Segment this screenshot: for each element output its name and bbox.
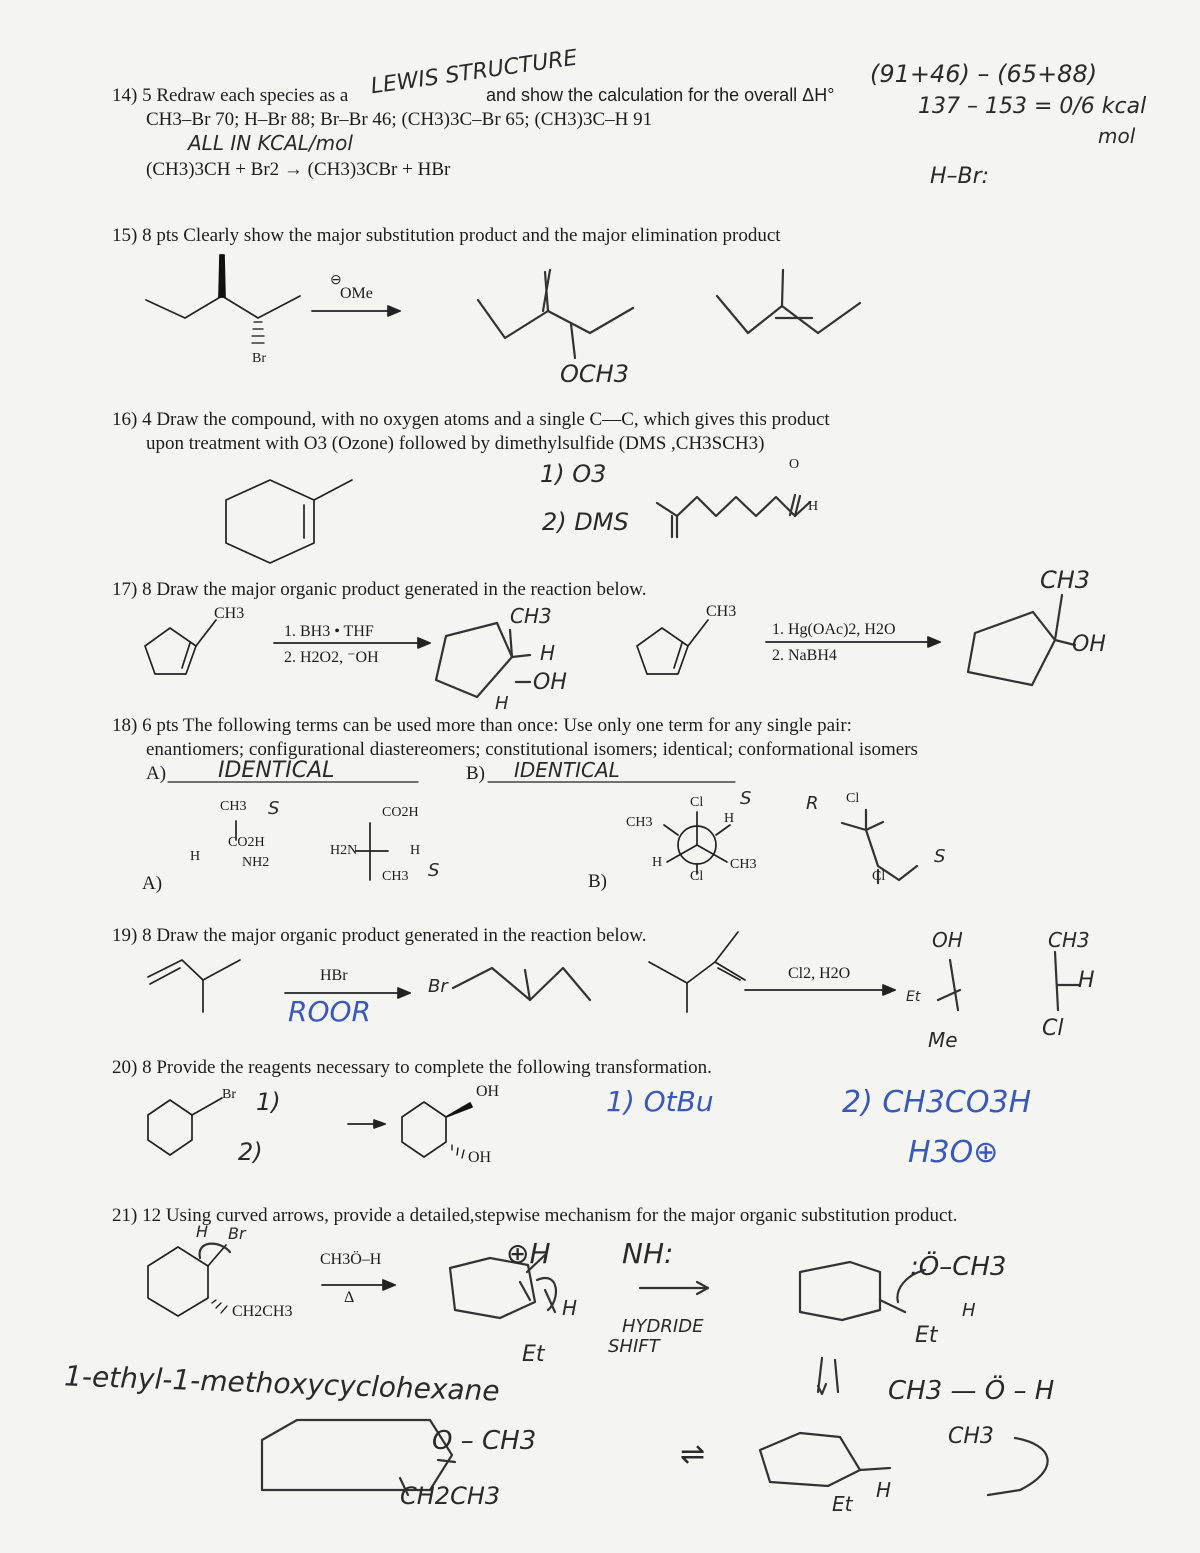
q17-handwritten-ch3-b: CH3 bbox=[1040, 566, 1091, 594]
q21-handwritten-et2: Et bbox=[915, 1323, 938, 1348]
q14-prompt bbox=[112, 86, 348, 105]
q18-fa-nh2: NH2 bbox=[242, 855, 270, 870]
q20-oh-top: OH bbox=[476, 1083, 500, 1100]
q17-rxn2-step2: 2. NaBH4 bbox=[772, 647, 837, 664]
q18-fig-a: A) bbox=[142, 873, 163, 894]
q18-hw-s3: S bbox=[740, 788, 752, 809]
q18-fb-h: H bbox=[410, 843, 421, 858]
q17-methyl-2: CH3 bbox=[706, 603, 737, 620]
q19-handwritten-et: Et bbox=[906, 989, 921, 1005]
q16-prompt-line2: upon treatment with O3 (Ozone) followed by dimethylsulfide (DMS ,CH3SCH3) bbox=[146, 433, 765, 454]
q21-handwritten-och3b: O – CH3 bbox=[432, 1426, 537, 1456]
q17-handwritten-h2: H bbox=[495, 693, 509, 714]
q16-carbonyl-o: O bbox=[789, 457, 800, 472]
q21-handwritten-equilibrium: ⇌ bbox=[680, 1437, 706, 1472]
q14-handwritten-mol: mol bbox=[1098, 124, 1136, 148]
q17-handwritten-ch3: CH3 bbox=[510, 604, 552, 628]
q21-handwritten-nh: NH: bbox=[622, 1237, 674, 1270]
q18-hw-s2: S bbox=[428, 860, 440, 881]
q14-prompt-suffix: and show the calculation for the overall ΔH° bbox=[486, 85, 835, 105]
q16-handwritten-step2: 2) DMS bbox=[542, 508, 629, 536]
q21-handwritten-ch3b: CH3 bbox=[948, 1424, 994, 1449]
q17-handwritten-oh-b: OH bbox=[1072, 632, 1106, 657]
q18-fb-h2n: H2N bbox=[330, 843, 358, 858]
q15-prompt: 15) 8 pts Clearly show the major substitution product and the major elimination product bbox=[112, 225, 781, 246]
q18-nm-cl-bottom: Cl bbox=[690, 869, 704, 884]
q19-prompt: 19) 8 Draw the major organic product generated in the reaction below. bbox=[112, 925, 647, 946]
q19-handwritten-roor: ROOR bbox=[288, 995, 371, 1028]
q18-hw-s4: S bbox=[934, 846, 946, 867]
q18-hw-s1: S bbox=[268, 798, 280, 819]
q18-label-a: A) bbox=[146, 763, 167, 784]
q18-prompt-line2: enantiomers; configurational diastereomers; constitutional isomers; identical; conformational isomers bbox=[146, 739, 918, 760]
q21-handwritten-ch3oh: CH3 — Ö – H bbox=[888, 1376, 1055, 1406]
q21-handwritten-h3: H bbox=[962, 1300, 976, 1321]
q15-reagent-charge: ⊖ bbox=[330, 273, 342, 288]
q18-nm-ch3-left: CH3 bbox=[626, 815, 653, 830]
q15-reagent: OMe bbox=[340, 285, 373, 302]
q14-prompt-prefix: 14) 5 Redraw each species as a bbox=[112, 85, 349, 106]
q14-handwritten-calc: (91+46) – (65+88) bbox=[870, 60, 1098, 88]
q14-handwritten-result: 137 – 153 = 0/6 kcal bbox=[918, 94, 1147, 119]
q18-fig-b: B) bbox=[588, 871, 607, 892]
q18-label-b: B) bbox=[466, 763, 485, 784]
q18-nm-h-right: H bbox=[724, 811, 735, 826]
q14-bond-energies: CH3–Br 70; H–Br 88; Br–Br 46; (CH3)3C–Br 65; (CH3)3C–H 91 bbox=[146, 109, 653, 130]
q14-handwritten-hbr: H–Br: bbox=[930, 164, 990, 189]
q20-handwritten-reagent1: 1) OtBu bbox=[606, 1085, 714, 1118]
q19-reagent-cl2: Cl2, H2O bbox=[788, 965, 851, 982]
q21-reagent: CH3Ö–H bbox=[320, 1251, 382, 1268]
q19-handwritten-h: H bbox=[1078, 968, 1095, 993]
q20-br: Br bbox=[222, 1087, 236, 1102]
q21-substituent: CH2CH3 bbox=[232, 1303, 293, 1320]
q18-nm-ch3-right: CH3 bbox=[730, 857, 757, 872]
q20-handwritten-reagent2a: 2) CH3CO3H bbox=[842, 1085, 1032, 1120]
q18-prompt-line1: 18) 6 pts The following terms can be used more than once: Use only one term for any single pair: bbox=[112, 715, 852, 736]
q21-handwritten-och3: :Ö–CH3 bbox=[910, 1252, 1007, 1282]
q18-answer-b[interactable]: IDENTICAL bbox=[514, 758, 620, 782]
q14-reaction: (CH3)3CH + Br2 → (CH3)3CBr + HBr bbox=[146, 159, 451, 180]
q19-handwritten-br: Br bbox=[428, 976, 448, 997]
q19-handwritten-me: Me bbox=[928, 1028, 958, 1052]
q16-prompt-line1: 16) 4 Draw the compound, with no oxygen atoms and a single C—C, which gives this product bbox=[112, 409, 830, 430]
q21-prompt: 21) 12 Using curved arrows, provide a detailed,stepwise mechanism for the major organic substitution product. bbox=[112, 1205, 958, 1226]
q21-handwritten-name: 1-ethyl-1-methoxycyclohexane bbox=[63, 1359, 501, 1408]
q18-fa-h: H bbox=[190, 849, 201, 864]
q17-handwritten-h: H bbox=[540, 641, 556, 665]
q20-handwritten-1: 1) bbox=[256, 1088, 281, 1116]
q18-fb-ch3: CH3 bbox=[382, 869, 409, 884]
q21-handwritten-ch2ch3: CH2CH3 bbox=[400, 1482, 501, 1510]
q20-oh-bottom: OH bbox=[468, 1149, 492, 1166]
q21-handwritten-shift1: HYDRIDE bbox=[622, 1316, 704, 1337]
q15-reactant-skeleton bbox=[146, 255, 300, 343]
q18-nm-h-left: H bbox=[652, 855, 663, 870]
q14-handwritten-units: ALL IN KCAL/mol bbox=[188, 131, 353, 155]
q18-fb-co2h: CO2H bbox=[382, 805, 419, 820]
q21-handwritten-et3: Et bbox=[832, 1492, 853, 1516]
q16-handwritten-step1: 1) O3 bbox=[540, 460, 607, 488]
q21-handwritten-h: H bbox=[196, 1222, 209, 1241]
q20-handwritten-2: 2) bbox=[238, 1138, 263, 1166]
q17-rxn1-step2: 2. H2O2, ⁻OH bbox=[284, 649, 379, 666]
q18-hw-r: R bbox=[806, 793, 819, 814]
q21-handwritten-plus-h: ⊕H bbox=[506, 1237, 551, 1270]
q20-handwritten-reagent2b: H3O⊕ bbox=[908, 1135, 999, 1170]
q18-answer-a[interactable]: IDENTICAL bbox=[218, 758, 335, 783]
q21-handwritten-et1: Et bbox=[522, 1342, 545, 1367]
q17-handwritten-oh: OH bbox=[533, 670, 567, 695]
q17-rxn2-step1: 1. Hg(OAc)2, H2O bbox=[772, 621, 896, 638]
q19-handwritten-ch3: CH3 bbox=[1048, 928, 1090, 952]
q21-handwritten-h2: H bbox=[562, 1296, 578, 1320]
q19-handwritten-cl: Cl bbox=[1042, 1016, 1064, 1041]
q18-sk-cl-top: Cl bbox=[846, 791, 860, 806]
q18-sk-cl-bottom: Cl bbox=[872, 869, 886, 884]
q18-nm-cl-top: Cl bbox=[690, 795, 704, 810]
q15-handwritten-och3: OCH3 bbox=[560, 360, 629, 388]
q19-handwritten-oh: OH bbox=[932, 928, 963, 952]
q17-methyl-1: CH3 bbox=[214, 605, 245, 622]
q14-handwritten-lewis: LEWIS STRUCTURE bbox=[369, 45, 579, 100]
q15-leaving-group: Br bbox=[252, 351, 266, 366]
q20-prompt: 20) 8 Provide the reagents necessary to complete the following transformation. bbox=[112, 1057, 712, 1078]
q19-reagent-hbr: HBr bbox=[320, 967, 348, 984]
q17-prompt: 17) 8 Draw the major organic product generated in the reaction below. bbox=[112, 579, 647, 600]
q21-heat: Δ bbox=[344, 1289, 355, 1306]
q17-rxn1-step1: 1. BH3 • THF bbox=[284, 623, 374, 640]
q18-fa-ch3: CH3 bbox=[220, 799, 247, 814]
q18-fa-co2h: CO2H bbox=[228, 835, 265, 850]
q21-handwritten-shift2: SHIFT bbox=[608, 1336, 660, 1357]
q21-handwritten-h4: H bbox=[876, 1478, 892, 1502]
q16-aldehyde-h: H bbox=[808, 499, 819, 514]
q21-handwritten-br: Br bbox=[228, 1224, 246, 1243]
